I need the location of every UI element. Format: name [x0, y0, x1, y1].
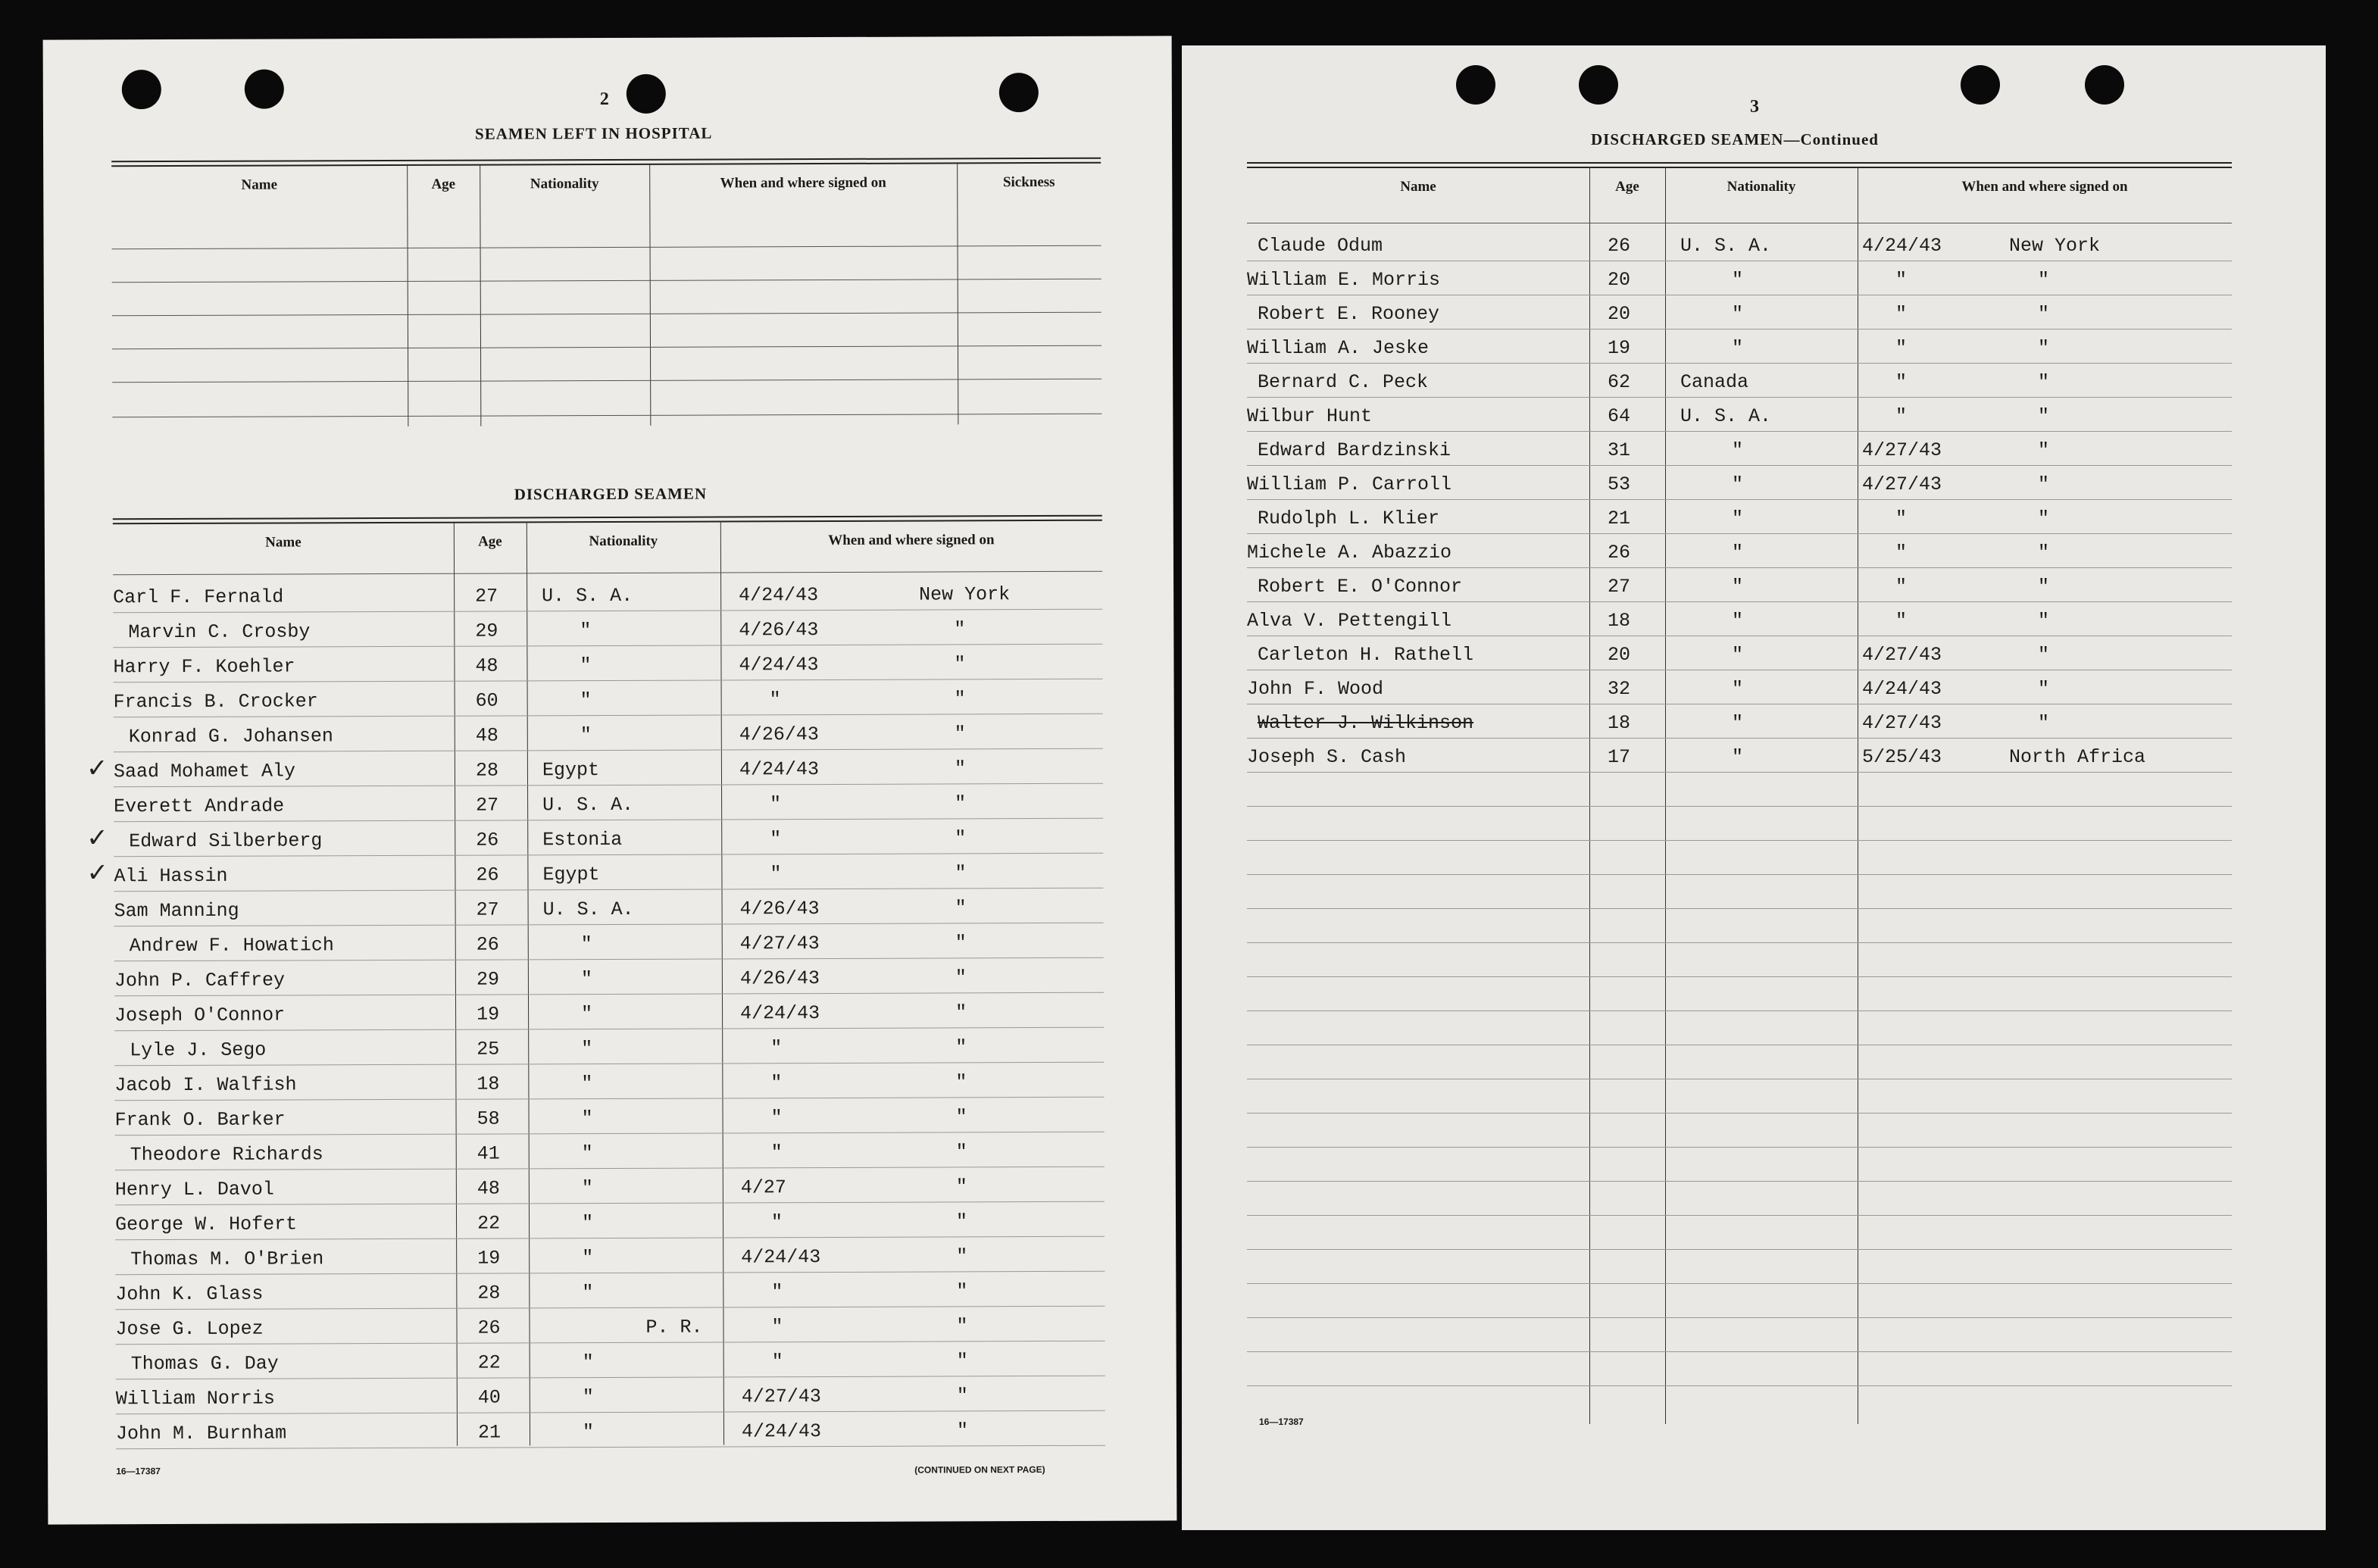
col-header-nationality: Nationality	[1726, 179, 1796, 195]
signed-on-date: "	[770, 1211, 783, 1234]
row-rule	[1247, 1181, 2232, 1182]
seaman-age: 20	[1608, 644, 1631, 666]
seaman-nationality: U. S. A.	[1680, 405, 1772, 427]
row-rule	[114, 714, 1103, 718]
signed-on-date: 4/26/43	[739, 619, 819, 642]
seaman-age: 26	[476, 829, 499, 851]
seaman-nationality: "	[1732, 269, 1744, 291]
row-rule	[1247, 1317, 2232, 1318]
signed-on-date: "	[1895, 371, 1908, 393]
seaman-nationality: "	[1732, 303, 1744, 325]
seaman-nationality: "	[582, 1282, 594, 1304]
seaman-nationality: "	[580, 933, 592, 956]
row-rule	[114, 957, 1104, 962]
signed-on-place: "	[954, 653, 966, 676]
signed-on-place: "	[955, 792, 967, 815]
signed-on-date: 4/27/43	[739, 932, 820, 955]
seaman-name: Theodore Richards	[130, 1143, 323, 1167]
row-rule	[115, 1271, 1105, 1276]
seaman-age: 28	[477, 1282, 501, 1304]
row-rule	[116, 1445, 1105, 1450]
row-rule	[1247, 601, 2232, 602]
signed-on-place: "	[956, 1245, 968, 1268]
seaman-name: Rudolph L. Klier	[1258, 508, 1440, 529]
seaman-name: Walter J. Wilkinson	[1258, 712, 1474, 734]
signed-on-place: "	[2038, 576, 2050, 598]
seaman-age: 58	[477, 1107, 500, 1130]
seaman-nationality: "	[580, 620, 592, 642]
seaman-age: 19	[477, 1247, 501, 1270]
signed-on-date: 5/25/43	[1862, 746, 1942, 768]
signed-on-date: 4/27/43	[1862, 473, 1942, 495]
row-rule	[1247, 1249, 2232, 1250]
signed-on-place: "	[2038, 644, 2050, 666]
seaman-nationality: "	[1732, 439, 1744, 461]
signed-on-date: 4/26/43	[739, 898, 820, 920]
seaman-nationality: U. S. A.	[1680, 235, 1772, 257]
signed-on-place: "	[955, 967, 967, 989]
seaman-nationality: "	[580, 968, 592, 991]
seaman-nationality: "	[1732, 508, 1744, 529]
discharged-continued-title: DISCHARGED SEAMEN—Continued	[1591, 130, 1879, 148]
seaman-nationality: "	[1732, 542, 1744, 564]
signed-on-place: "	[2038, 473, 2050, 495]
seaman-name: Marvin C. Crosby	[128, 620, 311, 644]
signed-on-date: "	[771, 1316, 783, 1338]
seaman-name: Frank O. Barker	[114, 1108, 286, 1132]
signed-on-place: "	[954, 688, 966, 711]
seaman-age: 27	[476, 794, 499, 817]
seaman-name: John K. Glass	[115, 1282, 264, 1306]
seaman-age: 64	[1608, 405, 1631, 427]
signed-on-date: 4/24/43	[739, 584, 819, 607]
row-rule	[113, 644, 1102, 648]
seaman-nationality: "	[581, 1177, 593, 1200]
seaman-nationality: "	[1732, 644, 1744, 666]
punch-hole	[999, 73, 1039, 112]
punch-hole	[1579, 65, 1618, 105]
seaman-age: 17	[1608, 746, 1631, 768]
page-number: 3	[1750, 97, 1759, 117]
hospital-table	[111, 158, 1102, 464]
signed-on-place: "	[2038, 712, 2050, 734]
signed-on-place: "	[2038, 303, 2050, 325]
punch-hole	[1456, 65, 1495, 105]
signed-on-date: 4/24/43	[741, 1420, 822, 1443]
seaman-nationality: "	[1732, 746, 1744, 768]
col-header-age: Age	[1615, 179, 1639, 195]
seaman-name: Sam Manning	[114, 899, 239, 923]
signed-on-place: "	[2038, 610, 2050, 632]
signed-on-place: "	[955, 1106, 967, 1129]
seaman-age: 20	[1608, 303, 1631, 325]
seaman-nationality: "	[580, 654, 592, 677]
seaman-name: Edward Silberberg	[129, 829, 323, 853]
seaman-name: William P. Carroll	[1247, 473, 1452, 495]
signed-on-date: 4/24/43	[740, 1002, 820, 1025]
signed-on-place: "	[956, 1385, 968, 1407]
seaman-age: 28	[475, 759, 499, 782]
signed-on-place: "	[956, 1315, 968, 1338]
seaman-nationality: "	[582, 1386, 594, 1409]
seaman-age: 31	[1608, 439, 1631, 461]
row-rule	[115, 1167, 1105, 1171]
row-rule	[1247, 806, 2232, 807]
seaman-name: George W. Hofert	[114, 1213, 298, 1236]
signed-on-date: 4/27/43	[741, 1385, 821, 1408]
checkmark-icon: ✓	[86, 753, 108, 784]
seaman-age: 19	[477, 1003, 500, 1026]
row-rule	[114, 888, 1104, 892]
row-rule	[1247, 329, 2232, 330]
seaman-name: Michele A. Abazzio	[1247, 542, 1452, 564]
row-rule	[1247, 840, 2232, 841]
seaman-age: 48	[475, 724, 498, 747]
seaman-nationality: "	[1732, 610, 1744, 632]
signed-on-place: "	[2038, 678, 2050, 700]
row-rule	[1247, 397, 2232, 398]
row-rule	[115, 1306, 1105, 1310]
seaman-age: 32	[1608, 678, 1631, 700]
punch-hole	[2085, 65, 2124, 105]
col-header-name: Name	[1400, 179, 1436, 195]
seaman-name: John P. Caffrey	[114, 969, 286, 992]
row-rule	[116, 1410, 1105, 1415]
signed-on-date: "	[770, 863, 782, 886]
signed-on-place: "	[2038, 269, 2050, 291]
signed-on-date: 4/27/43	[1862, 644, 1942, 666]
seaman-age: 26	[1608, 542, 1631, 564]
signed-on-date: 4/24/43	[1862, 235, 1942, 257]
signed-on-place: "	[955, 1141, 967, 1164]
signed-on-date: "	[770, 793, 782, 816]
signed-on-place: "	[955, 932, 967, 954]
row-rule	[1247, 1010, 2232, 1011]
signed-on-place: "	[2038, 542, 2050, 564]
seaman-age: 27	[475, 585, 498, 608]
seaman-age: 62	[1608, 371, 1631, 393]
signed-on-place: "	[2038, 405, 2050, 427]
seaman-age: 27	[1608, 576, 1631, 598]
row-rule	[116, 1341, 1105, 1345]
seaman-nationality: "	[1732, 712, 1744, 734]
right-page	[1182, 45, 2326, 1530]
seaman-name: Wilbur Hunt	[1247, 405, 1373, 427]
row-rule	[1247, 1385, 2232, 1386]
seaman-age: 29	[476, 968, 499, 991]
signed-on-date: 4/26/43	[739, 723, 819, 746]
row-rule	[114, 1097, 1104, 1101]
seaman-name: Jose G. Lopez	[115, 1317, 264, 1341]
signed-on-date: "	[1895, 303, 1908, 325]
row-rule	[1247, 499, 2232, 500]
seaman-name: Bernard C. Peck	[1258, 371, 1429, 393]
seaman-age: 22	[477, 1351, 501, 1374]
seaman-name: Robert E. Rooney	[1258, 303, 1440, 325]
signed-on-date: "	[1895, 542, 1908, 564]
row-rule	[114, 783, 1103, 788]
seaman-name: John F. Wood	[1247, 678, 1384, 700]
seaman-age: 25	[477, 1038, 500, 1060]
row-rule	[1247, 1215, 2232, 1216]
signed-on-place: "	[954, 618, 966, 641]
punch-hole	[122, 70, 161, 109]
signed-on-place: "	[956, 1350, 968, 1373]
signed-on-date: "	[770, 1072, 783, 1095]
col-header-nationality: Nationality	[530, 176, 599, 192]
seaman-nationality: "	[1732, 473, 1744, 495]
row-rule	[1247, 567, 2232, 568]
seaman-nationality: "	[580, 724, 592, 747]
row-rule	[1247, 942, 2232, 943]
seaman-age: 26	[477, 1317, 501, 1339]
signed-on-date: 4/24/43	[739, 758, 820, 781]
row-rule	[116, 1376, 1105, 1380]
row-rule	[1247, 1113, 2232, 1114]
row-rule	[114, 923, 1104, 927]
seaman-name: William E. Morris	[1247, 269, 1441, 291]
col-header-signed-on: When and where signed on	[720, 174, 886, 192]
seaman-age: 18	[1608, 712, 1631, 734]
signed-on-date: "	[1895, 610, 1908, 632]
signed-on-place: "	[2038, 508, 2050, 529]
page-number: 2	[599, 89, 609, 110]
row-rule	[1247, 533, 2232, 534]
seaman-name: Alva V. Pettengill	[1247, 610, 1452, 632]
seaman-name: Edward Bardzinski	[1258, 439, 1451, 461]
checkmark-icon: ✓	[86, 823, 108, 854]
col-header-age: Age	[431, 176, 456, 192]
checkmark-icon: ✓	[86, 857, 108, 889]
punch-hole	[245, 69, 284, 108]
continued-note: (CONTINUED ON NEXT PAGE)	[914, 1463, 1045, 1476]
signed-on-place: "	[954, 757, 967, 780]
seaman-name: William A. Jeske	[1247, 337, 1430, 359]
signed-on-place: "	[2038, 337, 2050, 359]
discharged-table	[86, 515, 1105, 1451]
col-header-age: Age	[478, 533, 502, 550]
signed-on-place: North Africa	[2009, 746, 2146, 768]
seaman-age: 26	[476, 933, 499, 956]
signed-on-date: "	[770, 1107, 783, 1129]
col-header-signed-on: When and where signed on	[828, 532, 995, 548]
seaman-nationality: U. S. A.	[542, 898, 634, 921]
row-rule	[1247, 908, 2232, 909]
row-rule	[114, 853, 1103, 857]
signed-on-date: 4/24/43	[1862, 678, 1942, 700]
seaman-age: 41	[477, 1142, 500, 1165]
signed-on-place: "	[956, 1280, 968, 1303]
seaman-nationality: "	[1732, 678, 1744, 700]
form-number: 16—17387	[1259, 1417, 1304, 1427]
row-rule	[1247, 1283, 2232, 1284]
seaman-name: Harry F. Koehler	[113, 655, 295, 679]
signed-on-place: New York	[2009, 235, 2101, 257]
col-header-name: Name	[265, 534, 302, 551]
row-rule	[1247, 874, 2232, 875]
row-rule	[114, 748, 1103, 753]
col-header-nationality: Nationality	[589, 533, 658, 550]
seaman-name: Andrew F. Howatich	[129, 934, 334, 957]
seaman-age: 18	[1608, 610, 1631, 632]
signed-on-date: "	[770, 828, 782, 851]
seaman-nationality: "	[1732, 337, 1744, 359]
seaman-age: 27	[476, 898, 499, 921]
signed-on-date: 4/24/43	[741, 1246, 821, 1269]
seaman-age: 18	[477, 1073, 500, 1095]
signed-on-date: 4/26/43	[739, 967, 820, 990]
signed-on-date: "	[770, 1037, 783, 1060]
row-rule	[1247, 976, 2232, 977]
signed-on-place: "	[955, 1176, 967, 1198]
row-rule	[114, 679, 1103, 683]
seaman-name: Konrad G. Johansen	[128, 725, 333, 748]
seaman-name: John M. Burnham	[115, 1422, 287, 1445]
seaman-age: 60	[475, 689, 498, 712]
punch-hole	[627, 74, 666, 114]
seaman-age: 26	[476, 864, 499, 886]
row-rule	[1247, 465, 2232, 466]
signed-on-date: "	[771, 1351, 783, 1373]
seaman-name: Saad Mohamet Aly	[113, 760, 296, 783]
seaman-name: Everett Andrade	[114, 795, 285, 818]
signed-on-date: "	[1895, 269, 1908, 291]
seaman-name: Joseph S. Cash	[1247, 746, 1407, 768]
seaman-age: 53	[1608, 473, 1631, 495]
row-rule	[115, 1201, 1105, 1206]
form-number: 16—17387	[116, 1466, 161, 1477]
row-rule	[113, 609, 1102, 614]
seaman-age: 22	[477, 1212, 501, 1235]
seaman-nationality: Estonia	[542, 828, 623, 851]
hospital-section-title: SEAMEN LEFT IN HOSPITAL	[474, 123, 713, 143]
seaman-age: 48	[475, 654, 498, 677]
row-rule	[114, 1062, 1104, 1067]
seaman-age: 21	[1608, 508, 1631, 529]
seaman-name: Robert E. O'Connor	[1258, 576, 1463, 598]
seaman-nationality: Egypt	[542, 864, 600, 886]
seaman-name: Henry L. Davol	[114, 1178, 274, 1201]
seaman-name: Lyle J. Sego	[130, 1039, 267, 1062]
signed-on-place: "	[955, 1210, 968, 1233]
row-rule	[115, 1236, 1105, 1241]
seaman-name: Francis B. Crocker	[113, 690, 318, 714]
row-rule	[114, 818, 1103, 823]
signed-on-place: "	[955, 862, 967, 885]
seaman-age: 26	[1608, 235, 1631, 257]
signed-on-place: "	[2038, 371, 2050, 393]
seaman-age: 21	[477, 1421, 502, 1444]
seaman-name: Ali Hassin	[114, 864, 228, 888]
col-header-sickness: Sickness	[1002, 173, 1055, 191]
signed-on-place: "	[956, 1420, 969, 1442]
seaman-age: 20	[1608, 269, 1631, 291]
discharged-continued-table	[1247, 162, 2232, 1427]
seaman-name: Carleton H. Rathell	[1258, 644, 1474, 666]
seaman-nationality: Canada	[1680, 371, 1749, 393]
col-header-signed-on: When and where signed on	[1961, 179, 2128, 195]
seaman-nationality: "	[582, 1421, 595, 1444]
seaman-nationality: "	[581, 1073, 593, 1095]
signed-on-date: "	[771, 1281, 783, 1304]
seaman-age: 19	[1608, 337, 1631, 359]
signed-on-date: "	[1895, 576, 1908, 598]
signed-on-place: "	[2038, 439, 2050, 461]
seaman-age: 40	[477, 1386, 501, 1409]
seaman-name: Thomas G. Day	[130, 1352, 279, 1376]
signed-on-date: "	[770, 1142, 783, 1164]
seaman-nationality: U. S. A.	[542, 793, 634, 817]
signed-on-date: 4/27	[740, 1176, 786, 1199]
seaman-name: Joseph O'Connor	[114, 1004, 286, 1027]
row-rule	[1247, 1147, 2232, 1148]
signed-on-date: 4/27/43	[1862, 712, 1942, 734]
seaman-nationality: "	[581, 1142, 593, 1165]
seaman-nationality: Egypt	[542, 759, 600, 782]
signed-on-place: "	[955, 1036, 967, 1059]
seaman-name: Claude Odum	[1258, 235, 1383, 257]
signed-on-place: "	[955, 1001, 967, 1024]
row-rule	[1247, 431, 2232, 432]
seaman-nationality: P. R.	[645, 1316, 703, 1338]
signed-on-date: "	[1895, 508, 1908, 529]
seaman-name: Jacob I. Walfish	[114, 1073, 297, 1097]
seaman-nationality: "	[581, 1003, 593, 1026]
signed-on-date: 4/24/43	[739, 654, 819, 676]
row-rule	[1247, 363, 2232, 364]
seaman-name: William Norris	[115, 1387, 275, 1410]
row-rule	[1247, 738, 2232, 739]
signed-on-date: "	[1895, 337, 1908, 359]
seaman-age: 48	[477, 1177, 500, 1200]
seaman-age: 29	[475, 620, 498, 642]
seaman-nationality: "	[582, 1247, 594, 1270]
signed-on-date: "	[1895, 405, 1908, 427]
signed-on-place: "	[955, 1071, 967, 1094]
seaman-name: Thomas M. O'Brien	[130, 1248, 324, 1271]
signed-on-place: "	[955, 897, 967, 920]
col-header-name: Name	[241, 176, 278, 193]
punch-hole	[1961, 65, 2000, 105]
seaman-nationality: "	[1732, 576, 1744, 598]
seaman-name: Carl F. Fernald	[113, 586, 284, 609]
discharged-section-title: DISCHARGED SEAMEN	[514, 484, 708, 504]
seaman-nationality: U. S. A.	[542, 584, 633, 608]
seaman-nationality: "	[581, 1107, 593, 1130]
seaman-nationality: "	[581, 1038, 593, 1060]
row-rule	[1247, 772, 2232, 773]
left-page	[43, 36, 1177, 1524]
signed-on-date: "	[769, 689, 781, 711]
row-rule	[114, 992, 1104, 997]
seaman-nationality: "	[582, 1351, 594, 1374]
seaman-nationality: "	[580, 689, 592, 712]
row-rule	[114, 1027, 1104, 1032]
signed-on-place: "	[954, 723, 966, 745]
signed-on-place: New York	[919, 583, 1011, 606]
row-rule	[115, 1132, 1105, 1136]
seaman-nationality: "	[581, 1212, 594, 1235]
row-rule	[1247, 1351, 2232, 1352]
signed-on-date: 4/27/43	[1862, 439, 1942, 461]
signed-on-place: "	[955, 827, 967, 850]
